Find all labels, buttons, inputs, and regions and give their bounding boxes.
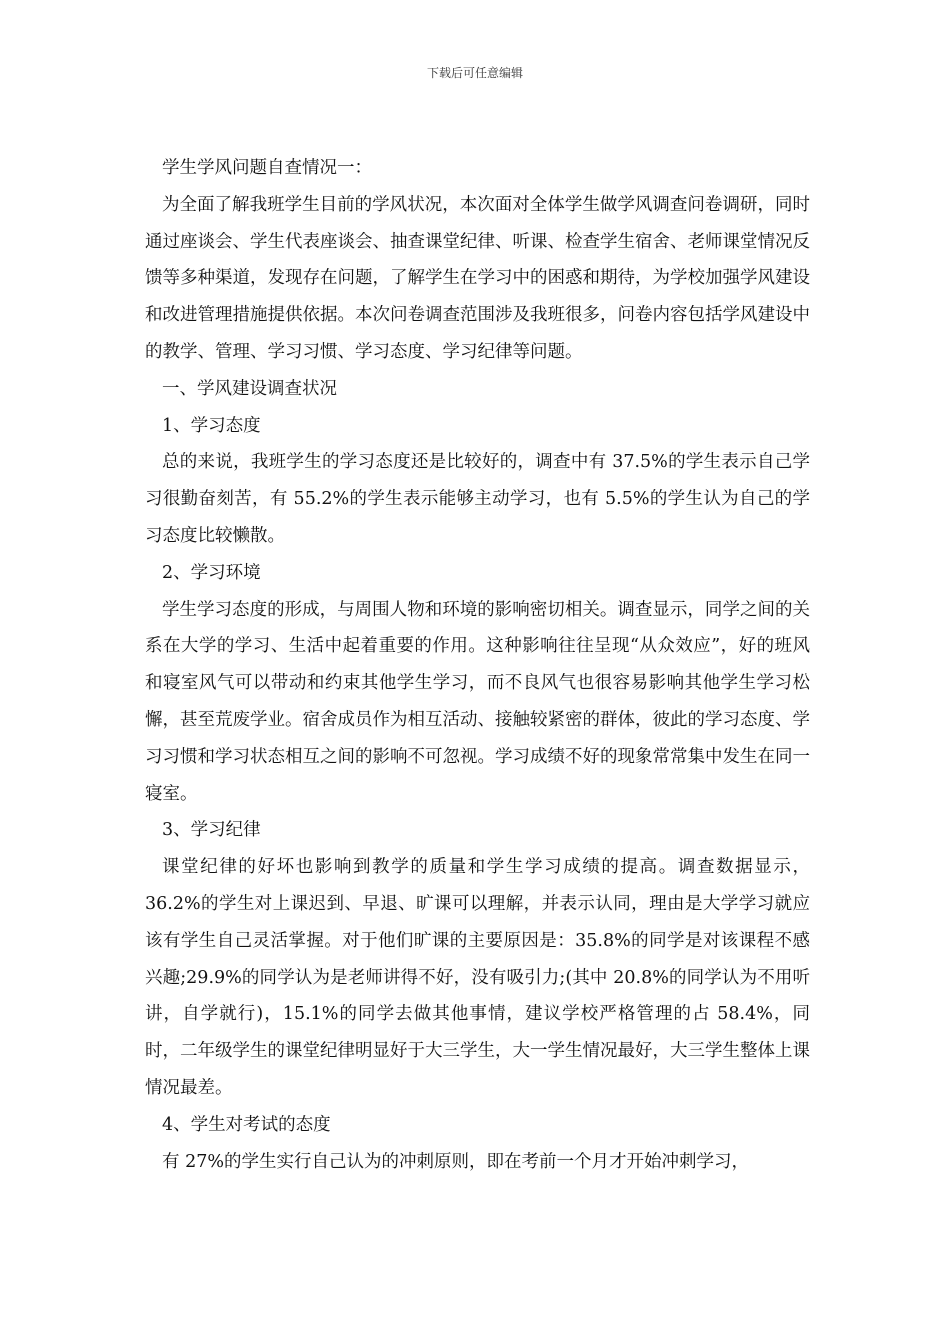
subheading-exam-attitude: 4、学生对考试的态度	[162, 1114, 331, 1135]
subheading-environment: 2、学习环境	[162, 562, 261, 583]
intro-paragraph: 为全面了解我班学生目前的学风状况，本次面对全体学生做学风调查问卷调研，同时通过座谈会、学生代表座谈会、抽查课堂纪律、听课、检查学生宿舍、老师课堂情况反馈等多种渠道，发现存在问题，了解学生在学习中的困惑和期待，为学校加强学风建设和改进管理措施提供依据。本次问卷调查范围涉及我班很多，问卷内容包括学风建设中的教学、管理、学习习惯、学习态度、学习纪律等问题。	[145, 194, 810, 362]
section-heading-survey: 一、学风建设调查状况	[162, 378, 337, 399]
page-header: 下载后可任意编辑	[426, 66, 523, 80]
paragraph-discipline: 课堂纪律的好坏也影响到教学的质量和学生学习成绩的提高。调查数据显示，36.2%的学生对上课迟到、早退、旷课可以理解，并表示认同，理由是大学学习就应该有学生自己灵活掌握。对于他们旷课的主要原因是：35.8%的同学是对该课程不感兴趣;29.9%的同学认为是老师讲得不好，没有吸引力;(其中 20.8%的同学认为不用听讲，自学就行)，15.1%的同学去做其他事情，建议学校严格管理的占 58.4%，同时，二年级学生的课堂纪律明显好于大三学生，大一学生情况最好，大三学生整体上课情况最差。	[145, 857, 810, 1098]
subheading-discipline: 3、学习纪律	[162, 820, 261, 841]
section-title: 学生学风问题自查情况一：	[162, 158, 372, 178]
paragraph-exam-attitude: 有 27%的学生实行自己认为的冲刺原则，即在考前一个月才开始冲刺学习，	[162, 1151, 749, 1172]
subheading-attitude: 1、学习态度	[162, 415, 261, 436]
paragraph-attitude: 总的来说，我班学生的学习态度还是比较好的，调查中有 37.5%的学生表示自己学习很勤奋刻苦，有 55.2%的学生表示能够主动学习，也有 5.5%的学生认为自己的学习态度比较懒散。	[145, 452, 810, 546]
document-body	[145, 150, 810, 1180]
paragraph-environment: 学生学习态度的形成，与周围人物和环境的影响密切相关。调查显示，同学之间的关系在大学的学习、生活中起着重要的作用。这种影响往往呈现“从众效应”，好的班风和寝室风气可以带动和约束其他学生学习，而不良风气也很容易影响其他学生学习松懈，甚至荒废学业。宿舍成员作为相互活动、接触较紧密的群体，彼此的学习态度、学习习惯和学习状态相互之间的影响不可忽视。学习成绩不好的现象常常集中发生在同一寝室。	[145, 599, 810, 804]
